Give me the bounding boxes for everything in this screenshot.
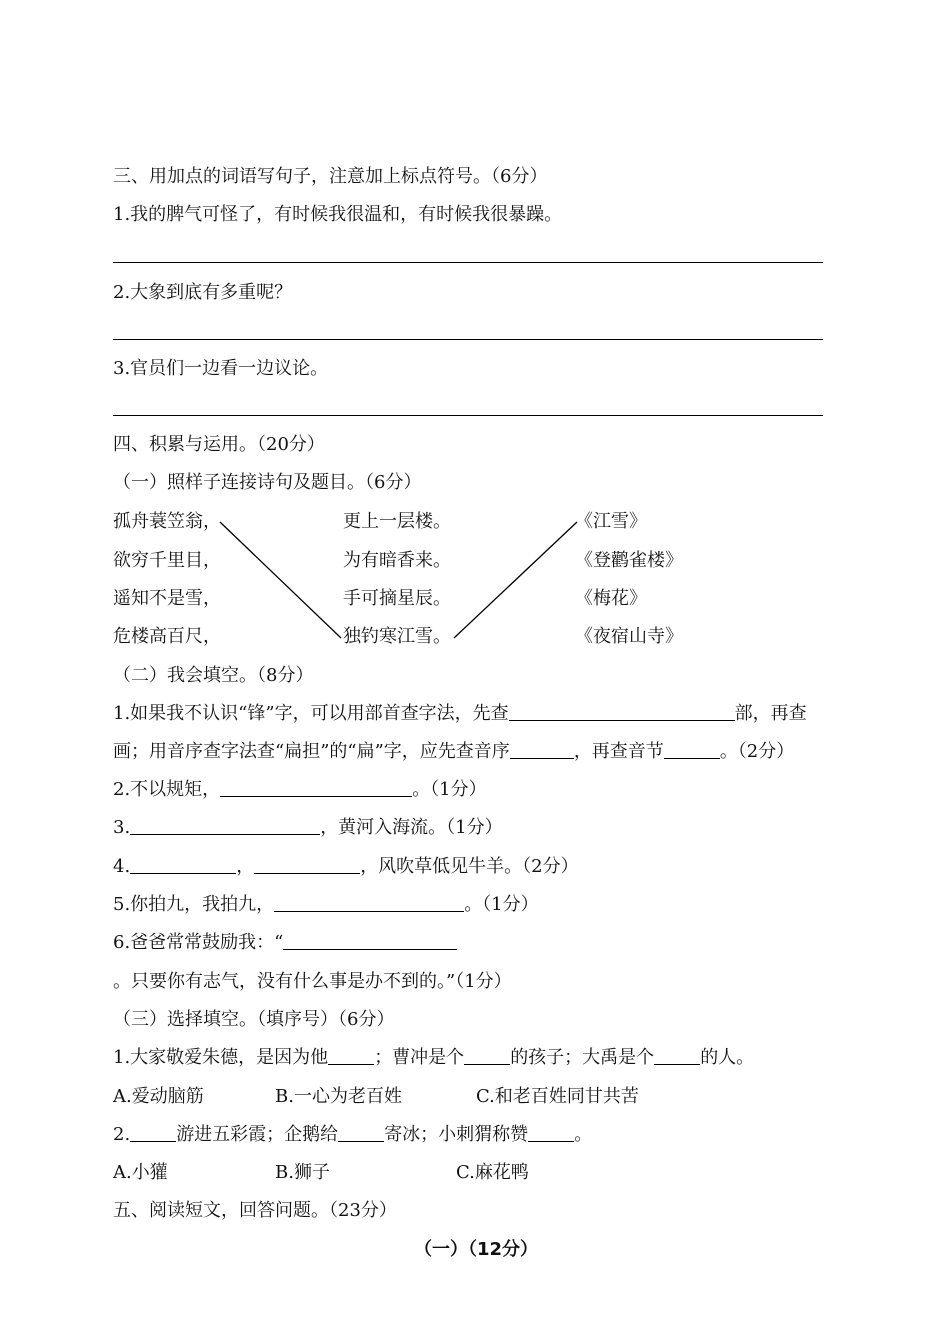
option-b: B.一心为老百姓 xyxy=(275,1086,402,1107)
fill-blank[interactable] xyxy=(130,855,236,874)
option-c: C.和老百姓同甘共苦 xyxy=(476,1086,639,1107)
fill-blank[interactable] xyxy=(130,816,320,835)
option-a: A.小獾 xyxy=(113,1162,168,1183)
section3-question-1: 1.我的脾气可怪了，有时候我很温和，有时候我很暴躁。 xyxy=(113,204,563,225)
fill-blank[interactable] xyxy=(664,740,720,759)
part2-title: （二）我会填空。（8分） xyxy=(113,665,314,686)
part2-question-6: 6.爸爸常常鼓励我：“ xyxy=(113,931,457,955)
part3-question-2: 2. 游进五彩霞；企鹅给 寄冰；小刺猬称赞 。 xyxy=(113,1124,593,1145)
poem-line-left: 欲穷千里目， xyxy=(113,550,221,571)
part2-question-4: 4. ， ，风吹草低见牛羊。（2分） xyxy=(113,856,579,877)
part2-question-1: 1.如果我不认识“锋”字，可以用部首查字法，先查 部，再查 xyxy=(113,703,807,724)
poem-title: 《江雪》 xyxy=(575,511,647,532)
section4-title: 四、积累与运用。（20分） xyxy=(113,434,325,455)
part2-question-3: 3. ，黄河入海流。（1分） xyxy=(113,817,503,838)
part3-title: （三）选择填空。（填序号）（6分） xyxy=(113,1009,395,1030)
poem-line-left: 孤舟蓑笠翁， xyxy=(113,511,221,532)
poem-title: 《登鹳雀楼》 xyxy=(575,550,683,571)
poem-title: 《梅花》 xyxy=(575,588,647,609)
section3-question-3: 3.官员们一边看一边议论。 xyxy=(113,358,329,379)
fill-blank[interactable] xyxy=(283,931,457,950)
fill-blank[interactable] xyxy=(464,1046,510,1065)
part2-question-6-cont: 。只要你有志气，没有什么事是办不到的。”（1分） xyxy=(113,971,512,992)
poem-line-left: 遥知不是雪， xyxy=(113,588,221,609)
poem-line-right: 手可摘星辰。 xyxy=(343,588,451,609)
option-b: B.狮子 xyxy=(275,1162,330,1183)
fill-blank[interactable] xyxy=(130,1123,176,1142)
fill-blank[interactable] xyxy=(528,1123,574,1142)
fill-blank[interactable] xyxy=(510,740,574,759)
section5-title: 五、阅读短文，回答问题。（23分） xyxy=(113,1200,397,1221)
part2-question-5: 5.你拍九，我拍九， 。（1分） xyxy=(113,894,539,915)
option-a: A.爱动脑筋 xyxy=(113,1086,204,1107)
fill-blank[interactable] xyxy=(509,702,735,721)
poem-line-right: 为有暗香来。 xyxy=(343,550,451,571)
poem-line-right: 更上一层楼。 xyxy=(343,511,451,532)
example-line-left xyxy=(220,522,341,638)
fill-blank[interactable] xyxy=(654,1046,700,1065)
fill-blank[interactable] xyxy=(338,1123,384,1142)
fill-blank[interactable] xyxy=(274,893,464,912)
part2-question-1-cont: 画；用音序查字法查“扁担”的“扁”字，应先查音序 ，再查音节 。（2分） xyxy=(113,741,795,762)
poem-line-right: 独钓寒江雪。 xyxy=(343,626,451,647)
section3-question-2: 2.大象到底有多重呢？ xyxy=(113,282,293,303)
part3-question-1: 1.大家敬爱朱德，是因为他 ；曹冲是个 的孩子；大禹是个 的人。 xyxy=(113,1047,755,1068)
part1-title: （一）照样子连接诗句及题目。（6分） xyxy=(113,472,422,493)
fill-blank[interactable] xyxy=(254,855,360,874)
poem-title: 《夜宿山寺》 xyxy=(575,626,683,647)
fill-blank[interactable] xyxy=(328,1046,374,1065)
fill-blank[interactable] xyxy=(220,778,412,797)
poem-line-left: 危楼高百尺， xyxy=(113,626,221,647)
section3-title: 三、用加点的词语写句子，注意加上标点符号。（6分） xyxy=(113,166,548,187)
option-c: C.麻花鸭 xyxy=(456,1162,529,1183)
section5-sub-heading: （一）（12分） xyxy=(414,1239,539,1260)
part2-question-2: 2.不以规矩， 。（1分） xyxy=(113,779,487,800)
example-line-right xyxy=(454,522,577,638)
